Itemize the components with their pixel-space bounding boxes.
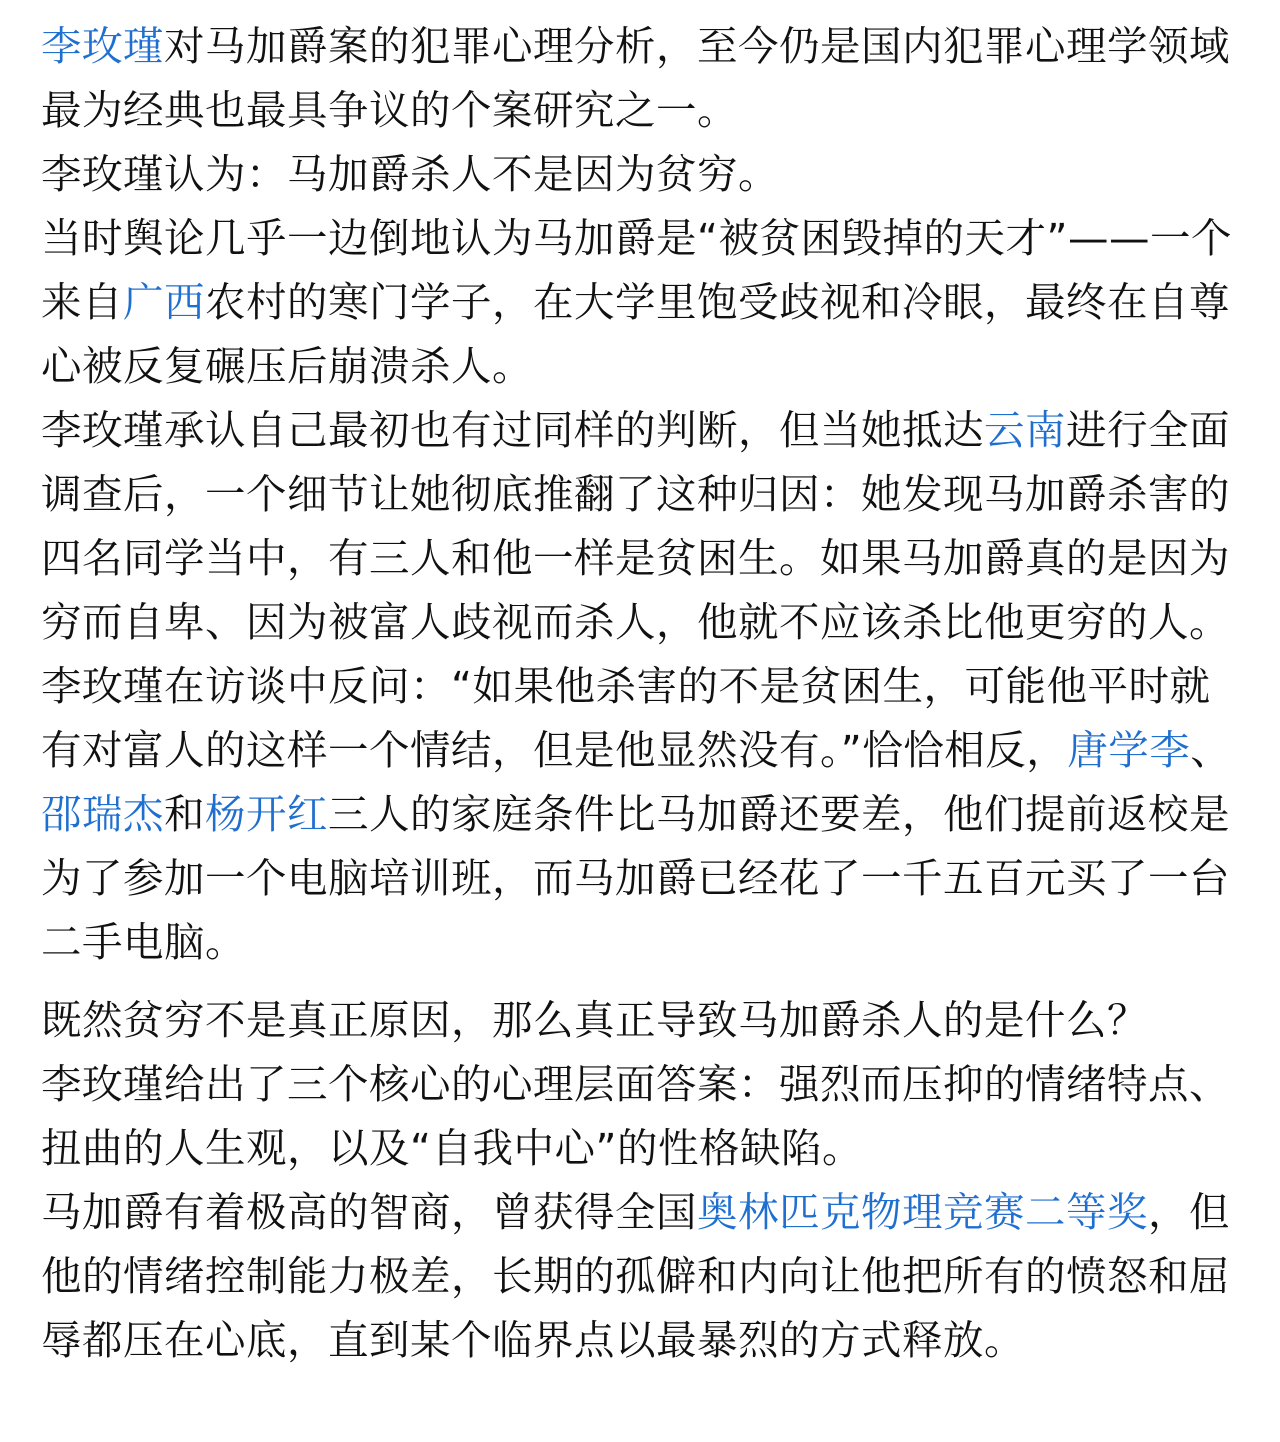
text: 农村的寒门学子，在大学里饱受歧视和冷眼，最终在自尊心被反复碾压后崩溃杀人。 (41, 278, 1230, 390)
text: 三人的家庭条件比马加爵还要差，他们提前返校是为了参加一个电脑培训班，而马加爵已经花了一千五百元买了一台二手电脑。 (41, 790, 1230, 966)
link-tang-xueli[interactable]: 唐学李 (1067, 726, 1191, 774)
link-li-meijin[interactable]: 李玫瑾 (41, 22, 164, 70)
text: 进行全面调查后，一个细节让她彻底推翻了这种归因：她发现马加爵杀害的四名同学当中，有三人和他一样是贫困生。如果马加爵真的是因为穷而自卑、因为被富人歧视而杀人，他就不应该杀比他更穷的人。 (41, 406, 1230, 646)
text: 当时舆论几乎一边倒地认为马加爵是“被贫困毁掉的天才”——一个来自 (41, 214, 1232, 326)
text: 李玫瑾承认自己最初也有过同样的判断，但当她抵达 (41, 406, 984, 454)
paragraph-public-opinion (41, 206, 1241, 398)
text: 李玫瑾认为：马加爵杀人不是因为贫穷。 (41, 150, 779, 198)
text: 李玫瑾给出了三个核心的心理层面答案：强烈而压抑的情绪特点、扭曲的人生观，以及“自我中心”的性格缺陷。 (41, 1060, 1230, 1172)
paragraph-emotion (41, 1180, 1241, 1372)
text: 和 (164, 790, 205, 838)
paragraph-intro (41, 14, 1241, 142)
text: 既然贫穷不是真正原因，那么真正导致马加爵杀人的是什么？ (41, 996, 1148, 1044)
text: 对马加爵案的犯罪心理分析，至今仍是国内犯罪心理学领域最为经典也最具争议的个案研究之一。 (41, 22, 1230, 134)
paragraph-investigation (41, 398, 1241, 654)
text: ，但他的情绪控制能力极差，长期的孤僻和内向让他把所有的愤怒和屈辱都压在心底，直到某个临界点以最暴烈的方式释放。 (41, 1188, 1230, 1364)
paragraph-answers (41, 1052, 1241, 1180)
paragraph-interview (41, 654, 1241, 974)
text: 、 (1190, 726, 1232, 774)
link-physics-olympiad[interactable]: 奥林匹克物理竞赛二等奖 (697, 1188, 1148, 1236)
link-shao-ruijie[interactable]: 邵瑞杰 (41, 790, 164, 838)
paragraph-question (41, 988, 1241, 1052)
text: 李玫瑾在访谈中反问：“如果他杀害的不是贫困生，可能他平时就有对富人的这样一个情结，但是他显然没有。”恰恰相反， (41, 662, 1211, 774)
article-body (41, 14, 1241, 1372)
paragraph-thesis (41, 142, 1241, 206)
link-yunnan[interactable]: 云南 (984, 406, 1066, 454)
link-guangxi[interactable]: 广西 (123, 278, 205, 326)
text: 马加爵有着极高的智商，曾获得全国 (41, 1188, 697, 1236)
link-yang-kaihong[interactable]: 杨开红 (205, 790, 328, 838)
